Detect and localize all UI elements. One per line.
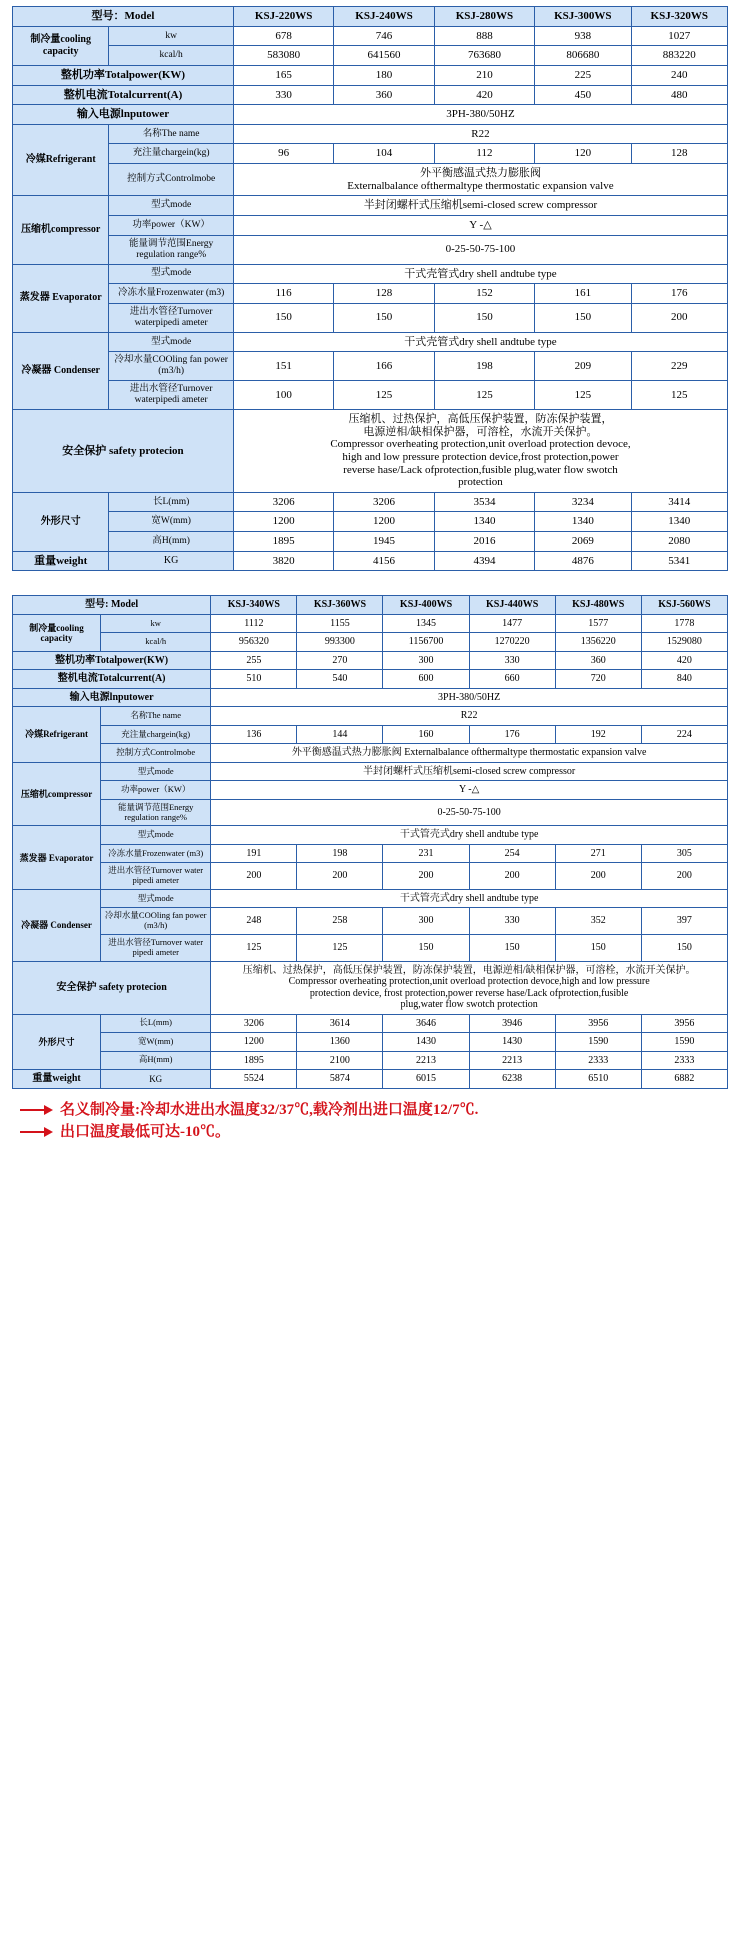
row-value-cell: 192: [555, 725, 641, 744]
row-value-cell: 1340: [535, 512, 631, 532]
row-value-cell: 150: [469, 934, 555, 961]
row-value-cell: 352: [555, 908, 641, 935]
row-sublabel-cell: 名称The name: [101, 707, 211, 726]
note-line-2: [20, 1121, 728, 1144]
row-value-cell: 3206: [211, 1014, 297, 1033]
row-sublabel-cell: kcal/h: [109, 46, 234, 66]
row-value-cell: 1477: [469, 614, 555, 633]
row-value-cell: 3414: [631, 492, 727, 512]
row-value-cell: 248: [211, 908, 297, 935]
row-value-cell: 225: [535, 65, 631, 85]
row-value-cell: 3234: [535, 492, 631, 512]
row-value-cell: 4156: [334, 551, 434, 571]
row-value-cell: 209: [535, 352, 631, 381]
row-span-value-cell: 压缩机、过热保护，高低压保护装置，防冻保护装置，电源逆相/缺相保护器，可溶栓，水流开关保护。 Compressor overheating protection,unit overload protection devoce,high and low pressure protection device, frost protection,power reverse hase/Lack ofprotection,fusible plug,water flow swotch protection: [211, 961, 728, 1014]
table-row: [13, 532, 728, 552]
row-value-cell: 5341: [631, 551, 727, 571]
table-header-row: [13, 596, 728, 615]
table-row: [13, 826, 728, 845]
row-value-cell: 660: [469, 670, 555, 689]
row-value-cell: 2333: [641, 1051, 727, 1070]
model-name-cell: KSJ-560WS: [641, 596, 727, 615]
row-value-cell: 1529080: [641, 633, 727, 652]
row-sublabel-cell: 宽W(mm): [109, 512, 234, 532]
row-value-cell: 160: [383, 725, 469, 744]
row-value-cell: 6238: [469, 1070, 555, 1089]
row-span-value-cell: 0-25-50-75-100: [233, 235, 727, 264]
row-value-cell: 450: [535, 85, 631, 105]
row-value-cell: 746: [334, 26, 434, 46]
table-row: [13, 844, 728, 863]
row-group-label-cell: 蒸发器 Evaporator: [13, 264, 109, 332]
row-value-cell: 540: [297, 670, 383, 689]
row-value-cell: 3946: [469, 1014, 555, 1033]
row-group-label-cell: 冷媒Refrigerant: [13, 124, 109, 196]
row-value-cell: 4394: [434, 551, 534, 571]
table-row: [13, 762, 728, 781]
row-value-cell: 360: [555, 651, 641, 670]
footer-notes: [20, 1099, 728, 1144]
row-value-cell: 3206: [233, 492, 333, 512]
row-sublabel-cell: 长L(mm): [101, 1014, 211, 1033]
row-value-cell: 2333: [555, 1051, 641, 1070]
row-value-cell: 1340: [631, 512, 727, 532]
spec-sheet-page: [0, 6, 740, 1144]
row-sublabel-cell: kw: [101, 614, 211, 633]
row-value-cell: 2080: [631, 532, 727, 552]
row-sublabel-cell: kcal/h: [101, 633, 211, 652]
row-label-cell: 整机电流Totalcurrent(A): [13, 85, 234, 105]
row-value-cell: 600: [383, 670, 469, 689]
model-header-cell: 型号: Model: [13, 596, 211, 615]
table-row: [13, 196, 728, 216]
row-value-cell: 210: [434, 65, 534, 85]
row-value-cell: 420: [434, 85, 534, 105]
note-text-2: 出口温度最低可达-10℃。: [60, 1124, 230, 1141]
row-value-cell: 176: [469, 725, 555, 744]
row-value-cell: 1895: [211, 1051, 297, 1070]
row-value-cell: 229: [631, 352, 727, 381]
row-value-cell: 200: [297, 863, 383, 890]
row-value-cell: 150: [535, 303, 631, 332]
row-value-cell: 144: [297, 725, 383, 744]
table-row: [13, 781, 728, 800]
row-label-cell: 输入电源lnputower: [13, 688, 211, 707]
row-value-cell: 136: [211, 725, 297, 744]
row-sublabel-cell: 控制方式Controlmobe: [101, 744, 211, 763]
row-sublabel-cell: 型式mode: [101, 762, 211, 781]
row-value-cell: 883220: [631, 46, 727, 66]
row-value-cell: 1778: [641, 614, 727, 633]
table-row: [13, 332, 728, 352]
row-value-cell: 6882: [641, 1070, 727, 1089]
row-value-cell: 2100: [297, 1051, 383, 1070]
table-row: [13, 352, 728, 381]
row-value-cell: 330: [469, 908, 555, 935]
row-label-cell: 重量weight: [13, 1070, 101, 1089]
row-value-cell: 1430: [383, 1033, 469, 1052]
row-value-cell: 2213: [383, 1051, 469, 1070]
row-value-cell: 150: [641, 934, 727, 961]
table-row: [13, 284, 728, 304]
table-row: [13, 144, 728, 164]
row-value-cell: 1200: [334, 512, 434, 532]
row-value-cell: 6015: [383, 1070, 469, 1089]
row-span-value-cell: 压缩机、过热保护，高低压保护装置，防冻保护装置， 电源逆相/缺相保护器，可溶栓，水流开关保护。 Compressor overheating protection,unit overload protection devoce, high and low pressure protection device,frost protection,power reverse hase/Lack ofprotection,fusible plug,water flow swotch protection: [233, 409, 727, 492]
table-row: [13, 725, 728, 744]
row-value-cell: 270: [297, 651, 383, 670]
row-label-cell: 安全保护 safety protecion: [13, 961, 211, 1014]
row-value-cell: 128: [631, 144, 727, 164]
row-value-cell: 254: [469, 844, 555, 863]
row-sublabel-cell: 冷冻水量Frozenwater (m3): [101, 844, 211, 863]
row-span-value-cell: 3PH-380/50HZ: [211, 688, 728, 707]
table-row: [13, 235, 728, 264]
row-value-cell: 480: [631, 85, 727, 105]
row-value-cell: 330: [469, 651, 555, 670]
row-value-cell: 224: [641, 725, 727, 744]
row-value-cell: 888: [434, 26, 534, 46]
row-value-cell: 176: [631, 284, 727, 304]
row-sublabel-cell: kw: [109, 26, 234, 46]
row-value-cell: 120: [535, 144, 631, 164]
row-value-cell: 1430: [469, 1033, 555, 1052]
row-value-cell: 763680: [434, 46, 534, 66]
table-row: [13, 492, 728, 512]
row-value-cell: 3820: [233, 551, 333, 571]
table-row: [13, 512, 728, 532]
row-value-cell: 125: [297, 934, 383, 961]
row-value-cell: 161: [535, 284, 631, 304]
row-group-label-cell: 冷凝器 Condenser: [13, 889, 101, 961]
row-value-cell: 200: [631, 303, 727, 332]
row-value-cell: 806680: [535, 46, 631, 66]
row-sublabel-cell: KG: [109, 551, 234, 571]
table-row: [13, 216, 728, 236]
row-value-cell: 1590: [641, 1033, 727, 1052]
table-row: [13, 164, 728, 196]
row-sublabel-cell: 充注量chargein(kg): [101, 725, 211, 744]
row-sublabel-cell: 名称The name: [109, 124, 234, 144]
spec-table-1: [12, 6, 728, 571]
row-value-cell: 150: [334, 303, 434, 332]
row-value-cell: 231: [383, 844, 469, 863]
row-value-cell: 5524: [211, 1070, 297, 1089]
row-group-label-cell: 外形尺寸: [13, 1014, 101, 1070]
row-value-cell: 125: [535, 381, 631, 410]
row-value-cell: 1270220: [469, 633, 555, 652]
table-row: [13, 961, 728, 1014]
row-value-cell: 360: [334, 85, 434, 105]
row-label-cell: 整机功率Totalpower(KW): [13, 65, 234, 85]
row-sublabel-cell: 型式mode: [101, 889, 211, 908]
row-value-cell: 150: [434, 303, 534, 332]
row-sublabel-cell: 型式mode: [101, 826, 211, 845]
table-row: [13, 889, 728, 908]
row-value-cell: 397: [641, 908, 727, 935]
table-row: [13, 381, 728, 410]
table-row: [13, 688, 728, 707]
row-value-cell: 305: [641, 844, 727, 863]
row-value-cell: 1590: [555, 1033, 641, 1052]
table-row: [13, 105, 728, 125]
row-value-cell: 165: [233, 65, 333, 85]
row-value-cell: 1340: [434, 512, 534, 532]
row-group-label-cell: 压缩机compressor: [13, 196, 109, 264]
table-row: [13, 633, 728, 652]
row-group-label-cell: 冷凝器 Condenser: [13, 332, 109, 409]
table-spacer: [0, 571, 740, 589]
row-span-value-cell: 干式壳管式dry shell andtube type: [233, 332, 727, 352]
note-text-1: 名义制冷量:冷却水进出水温度32/37℃,载冷剂出进口温度12/7℃.: [60, 1101, 479, 1118]
row-value-cell: 198: [297, 844, 383, 863]
row-value-cell: 150: [555, 934, 641, 961]
row-value-cell: 150: [233, 303, 333, 332]
model-name-cell: KSJ-240WS: [334, 7, 434, 27]
row-label-cell: 安全保护 safety protecion: [13, 409, 234, 492]
table-row: [13, 744, 728, 763]
row-group-label-cell: 制冷量cooling capacity: [13, 614, 101, 651]
row-value-cell: 1356220: [555, 633, 641, 652]
row-sublabel-cell: 宽W(mm): [101, 1033, 211, 1052]
row-value-cell: 3206: [334, 492, 434, 512]
arrow-right-icon: [20, 1104, 54, 1116]
row-value-cell: 3614: [297, 1014, 383, 1033]
row-value-cell: 6510: [555, 1070, 641, 1089]
row-label-cell: 整机电流Totalcurrent(A): [13, 670, 211, 689]
row-group-label-cell: 压缩机compressor: [13, 762, 101, 826]
table-row: [13, 124, 728, 144]
row-value-cell: 116: [233, 284, 333, 304]
row-value-cell: 125: [631, 381, 727, 410]
row-span-value-cell: 干式管壳式dry shell andtube type: [211, 889, 728, 908]
row-value-cell: 1027: [631, 26, 727, 46]
row-span-value-cell: 干式壳管式dry shell andtube type: [233, 264, 727, 284]
row-sublabel-cell: 型式mode: [109, 264, 234, 284]
row-value-cell: 125: [434, 381, 534, 410]
model-name-cell: KSJ-440WS: [469, 596, 555, 615]
row-value-cell: 1945: [334, 532, 434, 552]
row-value-cell: 300: [383, 908, 469, 935]
row-span-value-cell: 0-25-50-75-100: [211, 799, 728, 826]
model-header-cell: 型号：Model: [13, 7, 234, 27]
row-value-cell: 4876: [535, 551, 631, 571]
model-name-cell: KSJ-340WS: [211, 596, 297, 615]
row-value-cell: 96: [233, 144, 333, 164]
row-value-cell: 2016: [434, 532, 534, 552]
row-value-cell: 240: [631, 65, 727, 85]
row-sublabel-cell: 型式mode: [109, 332, 234, 352]
model-name-cell: KSJ-320WS: [631, 7, 727, 27]
row-group-label-cell: 蒸发器 Evaporator: [13, 826, 101, 890]
table-row: [13, 670, 728, 689]
row-sublabel-cell: 控制方式Controlmobe: [109, 164, 234, 196]
row-sublabel-cell: KG: [101, 1070, 211, 1089]
row-span-value-cell: 外平衡感温式热力膨胀阀 Externalbalance ofthermaltype thermostatic expansion valve: [211, 744, 728, 763]
row-value-cell: 128: [334, 284, 434, 304]
row-value-cell: 1360: [297, 1033, 383, 1052]
row-value-cell: 258: [297, 908, 383, 935]
table-row: [13, 799, 728, 826]
model-name-cell: KSJ-360WS: [297, 596, 383, 615]
row-sublabel-cell: 进出水管径Turnover waterpipedi ameter: [109, 381, 234, 410]
row-value-cell: 1155: [297, 614, 383, 633]
row-sublabel-cell: 型式mode: [109, 196, 234, 216]
row-value-cell: 1200: [233, 512, 333, 532]
row-span-value-cell: 干式管壳式dry shell andtube type: [211, 826, 728, 845]
table-row: [13, 26, 728, 46]
row-sublabel-cell: 冷冻水量Frozenwater (m3): [109, 284, 234, 304]
row-value-cell: 840: [641, 670, 727, 689]
row-value-cell: 956320: [211, 633, 297, 652]
table-row: [13, 46, 728, 66]
model-name-cell: KSJ-400WS: [383, 596, 469, 615]
table-row: [13, 303, 728, 332]
row-sublabel-cell: 高H(mm): [109, 532, 234, 552]
row-sublabel-cell: 功率power（KW）: [109, 216, 234, 236]
row-value-cell: 720: [555, 670, 641, 689]
row-value-cell: 2213: [469, 1051, 555, 1070]
row-value-cell: 330: [233, 85, 333, 105]
row-value-cell: 180: [334, 65, 434, 85]
row-sublabel-cell: 长L(mm): [109, 492, 234, 512]
row-value-cell: 104: [334, 144, 434, 164]
table-row: [13, 551, 728, 571]
table-row: [13, 1014, 728, 1033]
row-value-cell: 125: [211, 934, 297, 961]
row-value-cell: 5874: [297, 1070, 383, 1089]
row-value-cell: 1895: [233, 532, 333, 552]
row-span-value-cell: R22: [233, 124, 727, 144]
row-span-value-cell: R22: [211, 707, 728, 726]
row-value-cell: 1112: [211, 614, 297, 633]
row-value-cell: 125: [334, 381, 434, 410]
row-value-cell: 3956: [641, 1014, 727, 1033]
spec-table-2: [12, 595, 728, 1088]
row-group-label-cell: 制冷量cooling capacity: [13, 26, 109, 65]
row-sublabel-cell: 充注量chargein(kg): [109, 144, 234, 164]
row-value-cell: 678: [233, 26, 333, 46]
row-group-label-cell: 冷媒Refrigerant: [13, 707, 101, 763]
row-value-cell: 1345: [383, 614, 469, 633]
row-value-cell: 200: [211, 863, 297, 890]
row-value-cell: 2069: [535, 532, 631, 552]
table-header-row: [13, 7, 728, 27]
row-sublabel-cell: 冷却水量COOling fan power (m3/h): [109, 352, 234, 381]
row-value-cell: 993300: [297, 633, 383, 652]
row-value-cell: 152: [434, 284, 534, 304]
row-value-cell: 300: [383, 651, 469, 670]
row-value-cell: 151: [233, 352, 333, 381]
table-row: [13, 1051, 728, 1070]
row-sublabel-cell: 能量调节范围Energy regulation range%: [101, 799, 211, 826]
row-value-cell: 198: [434, 352, 534, 381]
row-value-cell: 1577: [555, 614, 641, 633]
row-value-cell: 938: [535, 26, 631, 46]
note-line-1: [20, 1099, 728, 1122]
arrow-right-icon: [20, 1126, 54, 1138]
row-sublabel-cell: 进出水管径Turnover water pipedi ameter: [101, 863, 211, 890]
table-row: [13, 614, 728, 633]
row-span-value-cell: Y -△: [211, 781, 728, 800]
table-row: [13, 707, 728, 726]
row-value-cell: 100: [233, 381, 333, 410]
row-span-value-cell: 外平衡感温式热力膨胀阀 Externalbalance ofthermaltype thermostatic expansion valve: [233, 164, 727, 196]
row-sublabel-cell: 进出水管径Turnover water pipedi ameter: [101, 934, 211, 961]
row-sublabel-cell: 能量调节范围Energy regulation range%: [109, 235, 234, 264]
table-row: [13, 1070, 728, 1089]
row-value-cell: 166: [334, 352, 434, 381]
row-value-cell: 1156700: [383, 633, 469, 652]
row-sublabel-cell: 冷却水量COOling fan power (m3/h): [101, 908, 211, 935]
row-value-cell: 191: [211, 844, 297, 863]
row-value-cell: 200: [469, 863, 555, 890]
row-label-cell: 输入电源lnputower: [13, 105, 234, 125]
table-row: [13, 863, 728, 890]
row-sublabel-cell: 进出水管径Turnover waterpipedi ameter: [109, 303, 234, 332]
table-row: [13, 1033, 728, 1052]
row-value-cell: 510: [211, 670, 297, 689]
row-group-label-cell: 外形尺寸: [13, 492, 109, 551]
row-value-cell: 200: [383, 863, 469, 890]
row-value-cell: 255: [211, 651, 297, 670]
table-row: [13, 409, 728, 492]
table-row: [13, 65, 728, 85]
row-value-cell: 3956: [555, 1014, 641, 1033]
model-name-cell: KSJ-280WS: [434, 7, 534, 27]
row-span-value-cell: Y -△: [233, 216, 727, 236]
table-row: [13, 264, 728, 284]
row-value-cell: 200: [641, 863, 727, 890]
row-span-value-cell: 半封闭螺杆式压缩机semi-closed screw compressor: [233, 196, 727, 216]
row-sublabel-cell: 高H(mm): [101, 1051, 211, 1070]
table-row: [13, 934, 728, 961]
row-value-cell: 200: [555, 863, 641, 890]
row-span-value-cell: 3PH-380/50HZ: [233, 105, 727, 125]
row-value-cell: 420: [641, 651, 727, 670]
model-name-cell: KSJ-300WS: [535, 7, 631, 27]
row-value-cell: 271: [555, 844, 641, 863]
row-value-cell: 641560: [334, 46, 434, 66]
table-row: [13, 651, 728, 670]
model-name-cell: KSJ-220WS: [233, 7, 333, 27]
row-label-cell: 重量weight: [13, 551, 109, 571]
row-value-cell: 583080: [233, 46, 333, 66]
row-label-cell: 整机功率Totalpower(KW): [13, 651, 211, 670]
row-value-cell: 3646: [383, 1014, 469, 1033]
model-name-cell: KSJ-480WS: [555, 596, 641, 615]
table-row: [13, 85, 728, 105]
table-row: [13, 908, 728, 935]
row-value-cell: 3534: [434, 492, 534, 512]
row-value-cell: 1200: [211, 1033, 297, 1052]
row-value-cell: 150: [383, 934, 469, 961]
row-sublabel-cell: 功率power（KW）: [101, 781, 211, 800]
row-span-value-cell: 半封闭螺杆式压缩机semi-closed screw compressor: [211, 762, 728, 781]
row-value-cell: 112: [434, 144, 534, 164]
